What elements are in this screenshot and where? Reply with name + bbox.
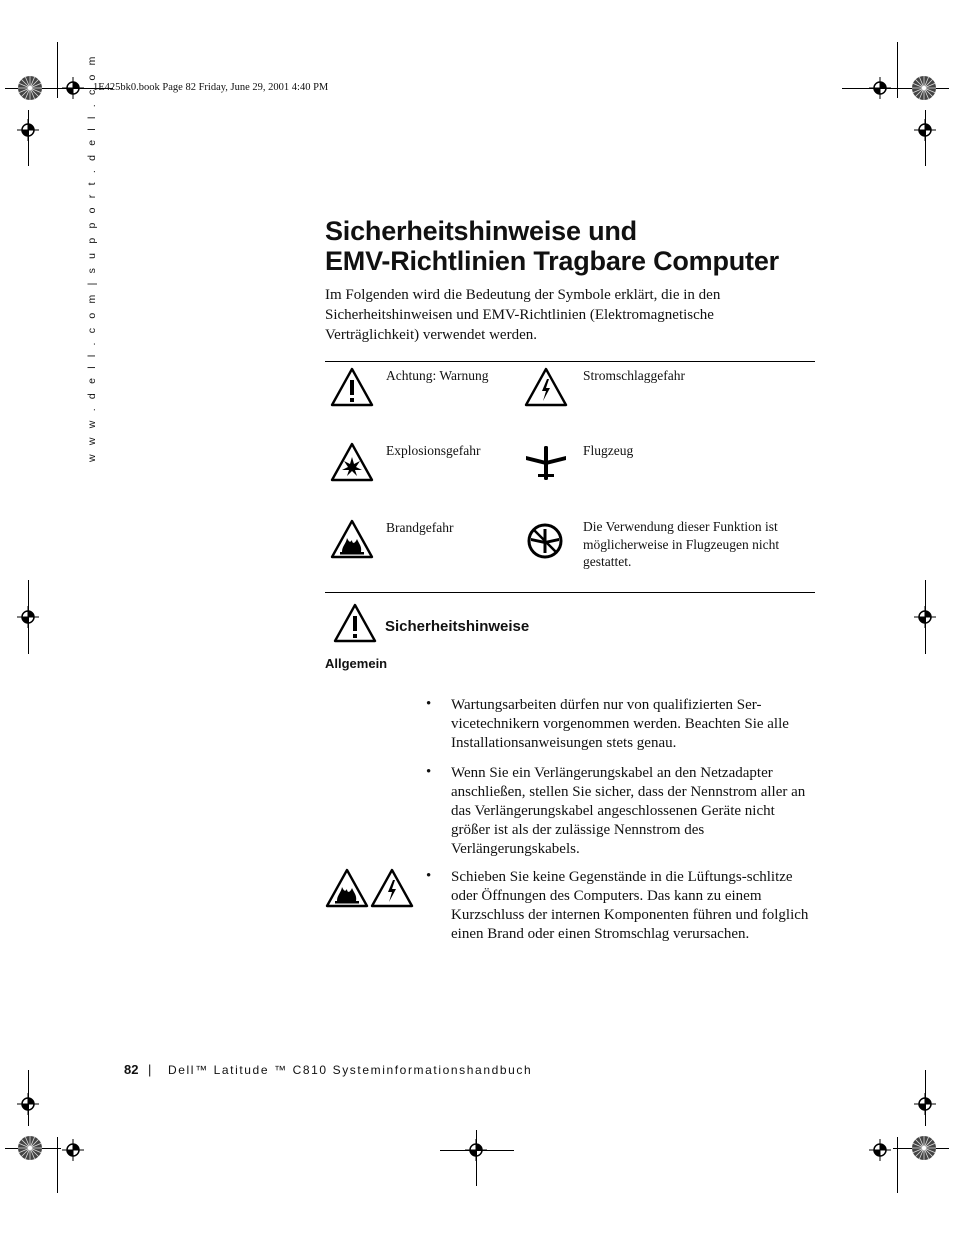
fire-icon [330, 519, 374, 559]
symbol-label-no-aircraft: Die Verwendung dieser Funktion ist möglicherweise in Flugzeugen nicht gestattet. [583, 519, 780, 569]
symbol-label-airplane: Flugzeug [583, 443, 634, 458]
footer-separator: | [148, 1062, 152, 1077]
bullet-marker: • [426, 696, 432, 712]
page-number: 82 [124, 1062, 139, 1077]
title-line-2: EMV-Richtlinien Tragbare Computer [325, 246, 779, 276]
explosion-icon [330, 442, 374, 482]
page-title [325, 216, 845, 276]
electric-shock-icon [524, 367, 568, 407]
electric-shock-icon [370, 868, 414, 908]
list-item: Wenn Sie ein Verlängerungskabel an den Netzadapter anschließen, stellen Sie sicher, dass der Nennstrom aller an das Verlängerungskabel angeschlossenen Geräte nicht größer ist als der zulässige Nennstrom des Verlängerungskabels. [451, 765, 806, 857]
title-line-1: Sicherheitshinweise und [325, 216, 637, 246]
bullet-marker: • [426, 764, 432, 780]
symbol-label-explosion: Explosionsgefahr [386, 443, 481, 458]
divider-bottom [325, 592, 815, 593]
divider-top [325, 361, 815, 362]
warning-icon [333, 603, 377, 643]
airplane-icon [524, 442, 568, 482]
warning-icon [330, 367, 374, 407]
fire-icon [325, 868, 369, 908]
side-url-text: w w w . d e l l . c o m | s u p p o r t . d e l l . c o m [86, 53, 98, 462]
list-item: Wartungsarbeiten dürfen nur von qualifizierten Ser-vicetechnikern vorgenommen werden. Beachten Sie alle Installationsanweisungen stets genau. [451, 697, 789, 751]
print-header-info: 1E425bk0.book Page 82 Friday, June 29, 2001 4:40 PM [93, 82, 329, 93]
footer-text: Dell™ Latitude ™ C810 Systeminformationshandbuch [168, 1063, 533, 1077]
section-heading: Sicherheitshinweise [385, 618, 530, 635]
symbol-label-warning: Achtung: Warnung [386, 368, 489, 383]
intro-paragraph: Im Folgenden wird die Bedeutung der Symbole erklärt, die in den Sicherheitshinweisen und EMV-Richtlinien (Elektromagnetische Verträglichkeit) verwendet werden. [325, 287, 721, 343]
bullet-marker: • [426, 868, 432, 884]
sub-heading: Allgemein [325, 656, 388, 671]
symbol-label-fire: Brandgefahr [386, 520, 454, 535]
no-aircraft-use-icon [525, 522, 565, 560]
list-item: Schieben Sie keine Gegenstände in die Lüftungs-schlitze oder Öffnungen des Computers. Das kann zu einem Kurzschluss der internen Komponenten führen und folglich einen Brand oder einen Stromschlag verursachen. [451, 869, 809, 942]
symbol-label-electric-shock: Stromschlaggefahr [583, 368, 685, 383]
